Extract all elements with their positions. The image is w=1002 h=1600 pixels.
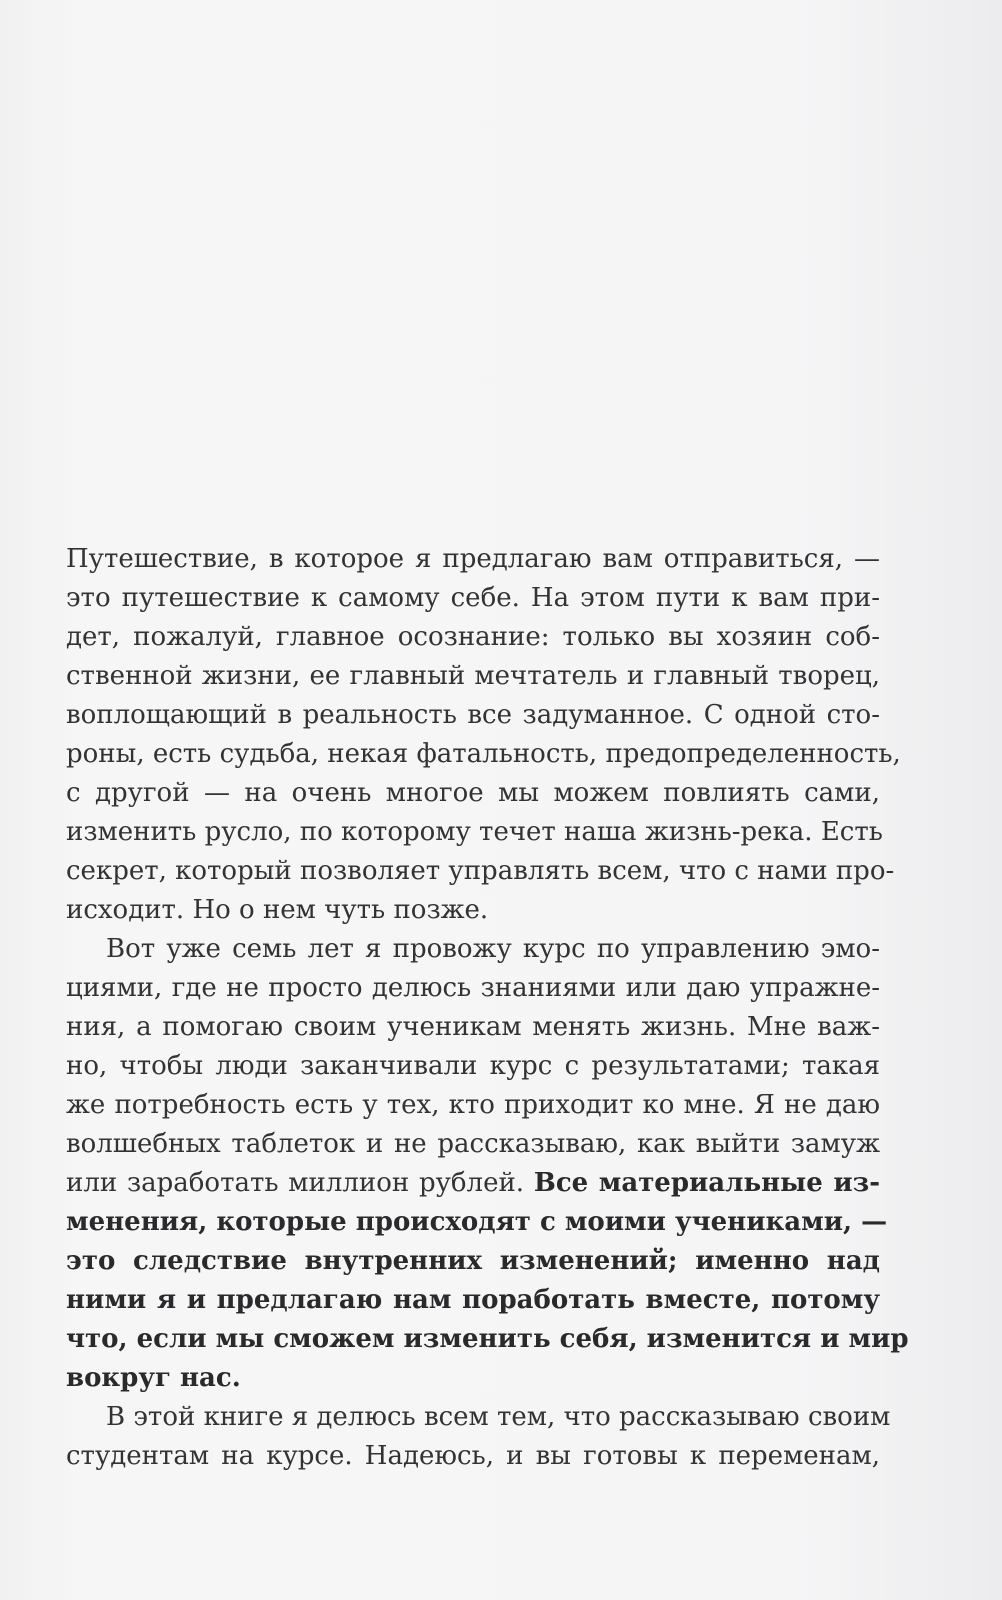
bold-text-segment: Все материальные из- — [533, 1168, 880, 1198]
text-line: В этой книге я делюсь всем тем, что рассказываю своим — [106, 1402, 891, 1432]
text-line: но, чтобы люди заканчивали курс с результатами; такая — [66, 1051, 880, 1081]
text-line: волшебных таблеток и не рассказываю, как выйти замуж — [66, 1129, 880, 1159]
text-line: студентам на курсе. Надеюсь, и вы готовы к переменам, — [66, 1441, 880, 1471]
text-line: изменить русло, по которому течет наша жизнь-река. Есть — [66, 817, 883, 847]
text-line: Путешествие, в которое я предлагаю вам отправиться, — — [66, 544, 880, 574]
text-line: исходит. Но о нем чуть позже. — [66, 895, 489, 925]
bold-text-line: это следствие внутренних изменений; именно над — [66, 1246, 880, 1276]
text-line: это путешествие к самому себе. На этом пути к вам при- — [66, 583, 880, 613]
text-line: роны, есть судьба, некая фатальность, предопределенность, — [66, 739, 901, 769]
paragraph-book — [66, 1398, 891, 1476]
text-line: циями, где не просто делюсь знаниями или даю упражне- — [66, 973, 880, 1003]
text-line: дет, пожалуй, главное осознание: только вы хозяин соб- — [66, 622, 880, 652]
bold-text-line: вокруг нас. — [66, 1363, 241, 1393]
bold-text-line: ними я и предлагаю нам поработать вместе, потому — [66, 1285, 880, 1315]
text-segment: или заработать миллион рублей. — [66, 1168, 534, 1198]
text-line: ния, а помогаю своим ученикам менять жизнь. Мне важ- — [66, 1012, 880, 1042]
paragraph-course — [66, 930, 909, 1398]
text-line: ственной жизни, ее главный мечтатель и главный творец, — [66, 661, 880, 691]
body-text — [66, 540, 909, 1476]
paragraph-journey — [66, 540, 901, 930]
bold-text-line: что, если мы сможем изменить себя, изменится и мир — [66, 1324, 909, 1354]
text-line: с другой — на очень многое мы можем повлиять сами, — [66, 778, 880, 808]
bold-text-line: менения, которые происходят с моими учениками, — — [66, 1207, 888, 1237]
text-line: же потребность есть у тех, кто приходит ко мне. Я не даю — [66, 1090, 880, 1120]
text-line: Вот уже семь лет я провожу курс по управлению эмо- — [106, 934, 880, 964]
text-line: секрет, который позволяет управлять всем, что с нами про- — [66, 856, 895, 886]
text-line: воплощающий в реальность все задуманное. С одной сто- — [66, 700, 880, 730]
mixed-text-line — [66, 1164, 880, 1203]
